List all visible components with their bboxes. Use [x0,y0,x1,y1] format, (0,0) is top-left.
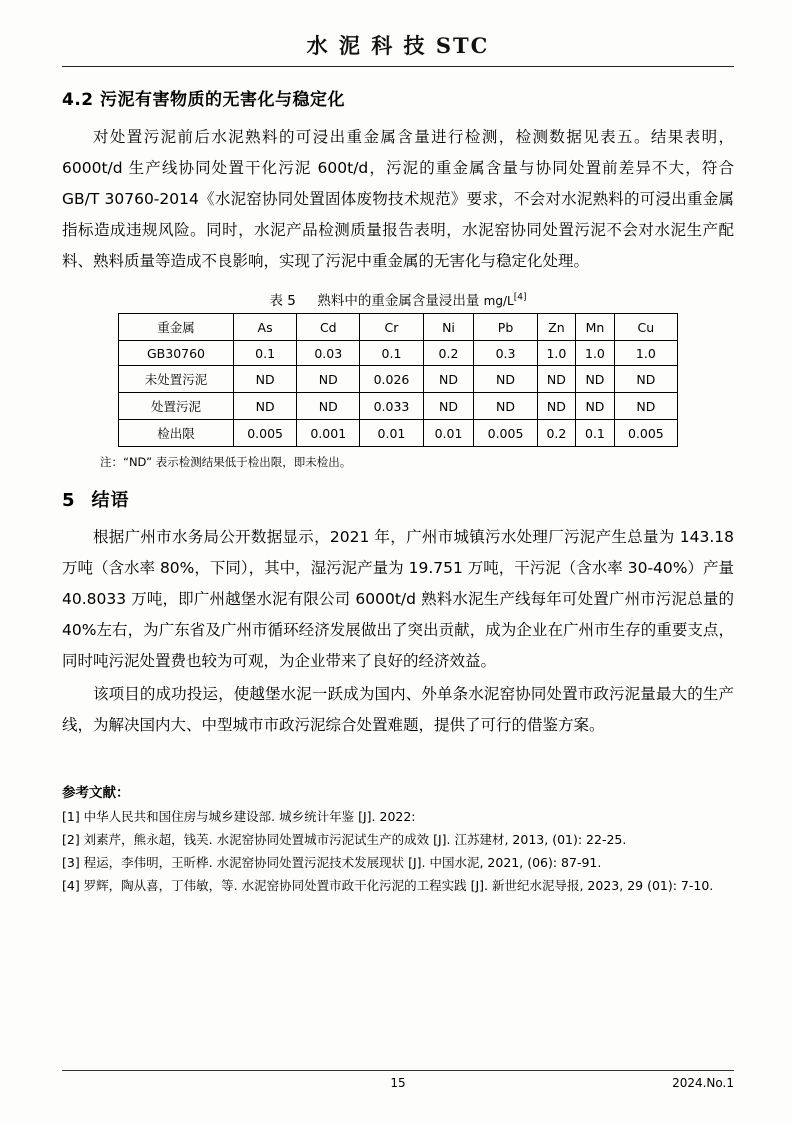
table-header-cell: Pb [474,314,537,341]
table-cell: 0.01 [423,420,474,447]
table-header-cell: Mn [576,314,615,341]
table-row [119,393,678,420]
section-heading-4-2: 4.2 污泥有害物质的无害化与稳定化 [62,90,346,110]
section-heading-5 [62,486,734,512]
reference-item: [2] 刘素芹，熊永超，钱芙. 水泥窑协同处置城市污泥试生产的成效 [J]. 江苏建材, 2013, (01): 22-25. [62,832,627,847]
table-cell: 0.1 [360,341,423,366]
issue-label: 2024.No.1 [672,1076,734,1090]
table-header-cell: Ni [423,314,474,341]
table-cell: 0.026 [360,366,423,393]
table-header-cell: Cr [360,314,423,341]
table-note: 注：“ND” 表示检测结果低于检出限，即未检出。 [100,455,352,469]
table-cell: 0.005 [234,420,297,447]
table-cell: 0.2 [537,420,576,447]
table-caption-ref: [4] [513,292,527,303]
table-cell: ND [423,393,474,420]
table-cell: ND [234,366,297,393]
table-cell: ND [297,366,360,393]
table-header-row [119,314,678,341]
table-cell: 检出限 [119,420,234,447]
table-cell: 0.3 [474,341,537,366]
page-content [62,30,734,899]
heavy-metal-table [118,313,678,447]
section-number: 5 [62,490,76,511]
table-cell: ND [537,393,576,420]
page-footer [62,1070,734,1094]
table-header-cell: Cd [297,314,360,341]
table-cell: 0.005 [474,420,537,447]
table-cell: ND [614,366,677,393]
table-cell: 处置污泥 [119,393,234,420]
footer-divider [62,1070,734,1071]
table-row [119,420,678,447]
paragraph-5-1: 根据广州市水务局公开数据显示，2021 年，广州市城镇污水处理厂污泥产生总量为 143.18 万吨（含水率 80%，下同），其中，湿污泥产量为 19.751 万吨，干污泥（含水率 30-40%）产量 40.8033 万吨，即广州越堡水泥有限公司 6000t/d 熟料水泥生产线每年可处置广州市污泥总量的 40%左右，为广东省及广州市循环经济发展做出了突出贡献，成为企业在广州市生存的重要支点，同时吨污泥处置费也较为可观，为企业带来了良好的经济效益。 [62,528,734,670]
table-cell: ND [423,366,474,393]
table-cell: 0.001 [297,420,360,447]
header-divider [62,66,734,67]
table-cell: 0.005 [614,420,677,447]
table-cell: ND [576,366,615,393]
paragraph-5-2: 该项目的成功投运，使越堡水泥一跃成为国内、外单条水泥窑协同处置市政污泥量最大的生产线，为解决国内大、中型城市市政污泥综合处置难题，提供了可行的借鉴方案。 [62,685,734,734]
table-cell: 1.0 [576,341,615,366]
table-cell: 未处置污泥 [119,366,234,393]
table-header-cell: As [234,314,297,341]
table-header-cell: Cu [614,314,677,341]
table-cell: ND [297,393,360,420]
table-cell: ND [576,393,615,420]
table-header-cell: 重金属 [119,314,234,341]
table-header-cell: Zn [537,314,576,341]
table-row [119,366,678,393]
table-caption [62,289,734,309]
table-caption-unit: mg/L [483,294,514,308]
table-cell: ND [614,393,677,420]
table-cell: GB30760 [119,341,234,366]
table-row [119,341,678,366]
table-cell: ND [234,393,297,420]
table-caption-label: 表 5 [269,293,296,309]
table-cell: 0.1 [576,420,615,447]
table-cell: 1.0 [614,341,677,366]
table-cell: 0.1 [234,341,297,366]
footer-row [62,1076,734,1094]
table-cell: ND [474,366,537,393]
section-title: 结语 [91,490,130,511]
references-title: 参考文献： [62,785,130,801]
journal-header: 水 泥 科 技 STC [306,33,490,58]
table-cell: 1.0 [537,341,576,366]
reference-item: [1] 中华人民共和国住房与城乡建设部. 城乡统计年鉴 [J]. 2022: [62,809,416,824]
reference-item: [4] 罗辉，陶从喜，丁伟敏，等. 水泥窑协同处置市政干化污泥的工程实践 [J]. 新世纪水泥导报, 2023, 29 (01): 7-10. [62,878,714,893]
reference-item: [3] 程运，李伟明，王昕桦. 水泥窑协同处置污泥技术发展现状 [J]. 中国水泥, 2021, (06): 87-91. [62,855,602,870]
table-cell: ND [537,366,576,393]
page-number: 15 [390,1076,406,1090]
table-cell: ND [474,393,537,420]
table-cell: 0.033 [360,393,423,420]
table-cell: 0.01 [360,420,423,447]
table-cell: 0.03 [297,341,360,366]
paragraph-4-2-1: 对处置污泥前后水泥熟料的可浸出重金属含量进行检测，检测数据见表五。结果表明，6000t/d 生产线协同处置干化污泥 600t/d，污泥的重金属含量与协同处置前差异不大，符合 GB/T 30760-2014《水泥窑协同处置固体废物技术规范》要求，不会对水泥熟料的可浸出重金属指标造成违规风险。同时，水泥产品检测质量报告表明，水泥窑协同处置污泥不会对水泥生产配料、熟料质量等造成不良影响，实现了污泥中重金属的无害化与稳定化处理。 [62,128,734,270]
table-cell: 0.2 [423,341,474,366]
table-caption-text: 熟料中的重金属含量浸出量 [317,293,480,309]
